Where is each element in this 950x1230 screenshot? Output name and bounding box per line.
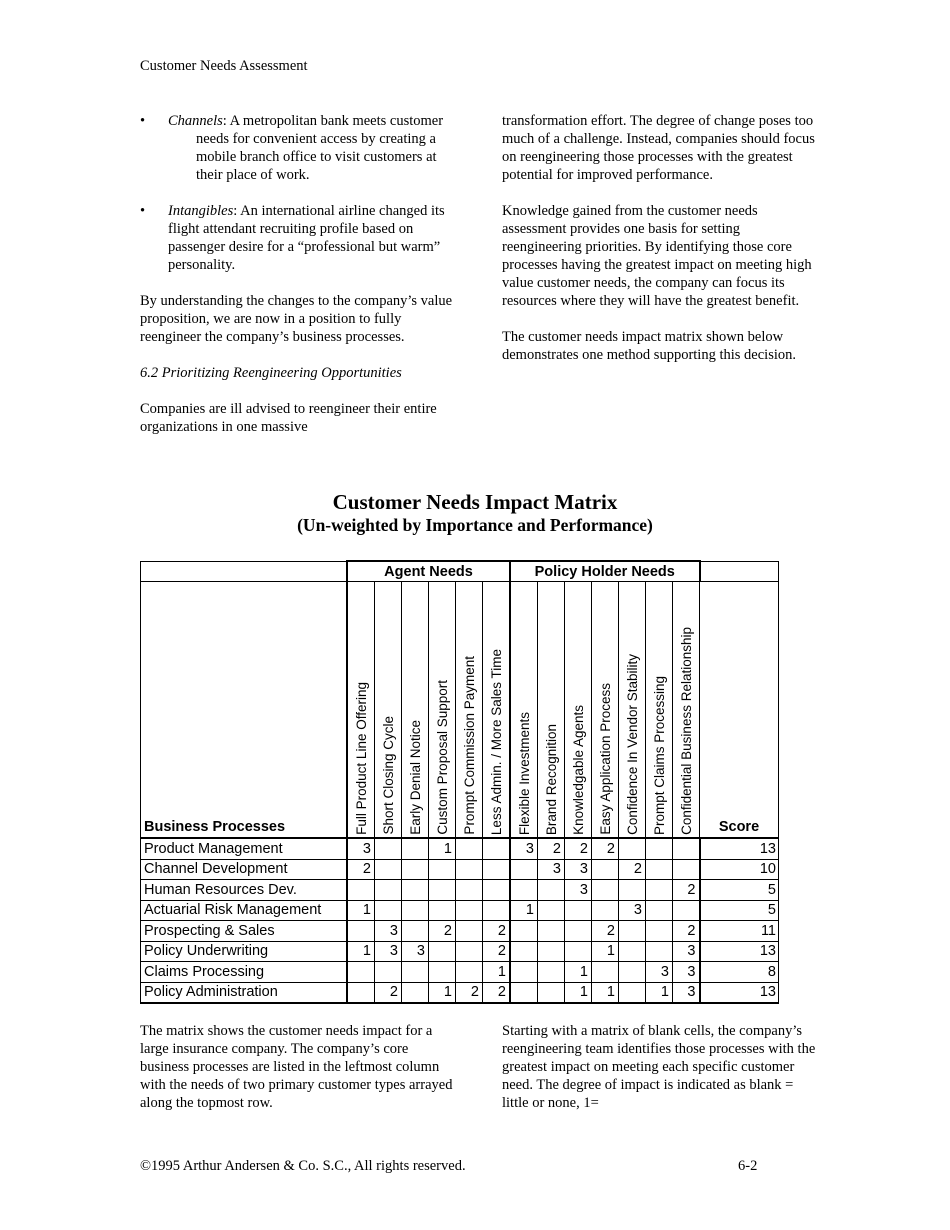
- need-header: [402, 582, 429, 839]
- impact-cell: [538, 880, 565, 901]
- impact-cell: [402, 880, 429, 901]
- need-header: [510, 582, 538, 839]
- impact-cell: [375, 838, 402, 859]
- score-header: Score: [700, 582, 779, 839]
- score-cell: 5: [700, 880, 779, 901]
- impact-cell: [619, 921, 646, 942]
- paragraph: The customer needs impact matrix shown below demonstrates one method supporting this decision.: [502, 329, 796, 363]
- footer-copyright: ©1995 Arthur Andersen & Co. S.C., All rights reserved.: [140, 1158, 466, 1174]
- bullet-body: : A metropolitan bank meets customer needs for convenient access by creating a mobile branch office to visit customers at their place of work.: [196, 113, 444, 183]
- matrix-group-row: [141, 561, 779, 582]
- matrix-title: Customer Needs Impact Matrix: [332, 490, 618, 514]
- impact-cell: [483, 900, 511, 921]
- left-column: [140, 112, 460, 454]
- impact-matrix: [140, 560, 779, 1004]
- impact-cell: [646, 859, 673, 880]
- group-header-policy: Policy Holder Needs: [510, 561, 700, 582]
- paragraph: Starting with a matrix of blank cells, the company’s reengineering team identifies those processes with the greatest impact on meeting each specific customer need. The degree of impact is indicated as blank = little or none, 1=: [502, 1023, 816, 1111]
- impact-cell: 3: [646, 962, 673, 983]
- matrix-subtitle: (Un-weighted by Importance and Performance): [297, 515, 653, 535]
- section-heading: 6.2 Prioritizing Reengineering Opportunities: [140, 365, 402, 381]
- need-header: [646, 582, 673, 839]
- impact-cell: [483, 859, 511, 880]
- bottom-left-column: [140, 1022, 460, 1130]
- impact-cell: 3: [538, 859, 565, 880]
- impact-cell: 3: [565, 880, 592, 901]
- impact-cell: [592, 859, 619, 880]
- impact-cell: [456, 880, 483, 901]
- impact-cell: 2: [375, 982, 402, 1003]
- paragraph: Companies are ill advised to reengineer their entire organizations in one massive: [140, 401, 437, 435]
- score-cell: 11: [700, 921, 779, 942]
- page-header: Customer Needs Assessment: [140, 58, 308, 74]
- process-name: Claims Processing: [141, 962, 348, 983]
- impact-cell: [673, 838, 700, 859]
- impact-cell: 3: [347, 838, 375, 859]
- score-cell: 10: [700, 859, 779, 880]
- need-header: [483, 582, 511, 839]
- impact-cell: 2: [483, 982, 511, 1003]
- impact-cell: 2: [592, 921, 619, 942]
- process-name: Prospecting & Sales: [141, 921, 348, 942]
- impact-cell: 2: [619, 859, 646, 880]
- impact-cell: [510, 880, 538, 901]
- impact-cell: 2: [673, 880, 700, 901]
- table-row: [141, 941, 779, 962]
- process-name: Product Management: [141, 838, 348, 859]
- impact-cell: [646, 921, 673, 942]
- matrix-header-row: [141, 582, 779, 839]
- need-label: Short Closing Cycle: [380, 716, 396, 835]
- process-name: Actuarial Risk Management: [141, 900, 348, 921]
- impact-cell: [565, 921, 592, 942]
- bullet-term: Channels: [168, 113, 223, 129]
- impact-cell: [456, 838, 483, 859]
- impact-cell: 3: [673, 962, 700, 983]
- impact-cell: [429, 962, 456, 983]
- impact-cell: [510, 962, 538, 983]
- bullet-text: [168, 112, 460, 184]
- paragraph: transformation effort. The degree of change poses too much of a challenge. Instead, companies should focus on reengineering those processes with the greatest potential for improved performance.: [502, 113, 815, 183]
- impact-cell: [483, 880, 511, 901]
- need-label: Knowledgable Agents: [570, 705, 586, 835]
- impact-cell: 3: [619, 900, 646, 921]
- impact-cell: [619, 962, 646, 983]
- impact-cell: 2: [483, 941, 511, 962]
- impact-cell: 1: [429, 982, 456, 1003]
- impact-cell: 3: [565, 859, 592, 880]
- table-row: [141, 838, 779, 859]
- impact-cell: 3: [673, 982, 700, 1003]
- need-label: Prompt Claims Processing: [651, 675, 667, 835]
- impact-cell: [565, 941, 592, 962]
- bullet-item: [140, 112, 460, 184]
- score-cell: 5: [700, 900, 779, 921]
- group-header-agent: Agent Needs: [347, 561, 510, 582]
- impact-cell: [538, 941, 565, 962]
- impact-cell: 1: [592, 982, 619, 1003]
- bullet-body: : An international airline changed its flight attendant recruiting profile based on passenger desire for a “professional but warm” personality.: [168, 203, 445, 273]
- table-row: [141, 921, 779, 942]
- impact-cell: [510, 859, 538, 880]
- impact-cell: 2: [347, 859, 375, 880]
- need-label: Early Denial Notice: [407, 720, 423, 835]
- impact-cell: 3: [375, 921, 402, 942]
- paragraph: The matrix shows the customer needs impact for a large insurance company. The company’s core business processes are listed in the leftmost column with the needs of two primary customer types arrayed along the topmost row.: [140, 1023, 453, 1111]
- impact-cell: 2: [565, 838, 592, 859]
- impact-cell: [347, 921, 375, 942]
- impact-cell: 1: [347, 941, 375, 962]
- impact-cell: [619, 982, 646, 1003]
- impact-cell: [402, 838, 429, 859]
- impact-cell: [646, 838, 673, 859]
- impact-cell: [375, 962, 402, 983]
- score-cell: 13: [700, 941, 779, 962]
- impact-cell: [402, 982, 429, 1003]
- need-header: [592, 582, 619, 839]
- impact-cell: [538, 982, 565, 1003]
- impact-cell: 1: [429, 838, 456, 859]
- impact-cell: [510, 982, 538, 1003]
- need-label: Confidence In Vendor Stability: [624, 654, 640, 835]
- impact-cell: [538, 900, 565, 921]
- impact-cell: [429, 880, 456, 901]
- impact-cell: [619, 838, 646, 859]
- process-name: Human Resources Dev.: [141, 880, 348, 901]
- impact-cell: [456, 921, 483, 942]
- impact-cell: [456, 941, 483, 962]
- impact-cell: [375, 900, 402, 921]
- process-name: Channel Development: [141, 859, 348, 880]
- impact-cell: 2: [538, 838, 565, 859]
- impact-cell: 2: [429, 921, 456, 942]
- impact-cell: [429, 900, 456, 921]
- score-cell: 13: [700, 838, 779, 859]
- impact-cell: [673, 859, 700, 880]
- impact-cell: [510, 921, 538, 942]
- impact-cell: [673, 900, 700, 921]
- impact-cell: [483, 838, 511, 859]
- need-label: Confidential Business Relationship: [678, 627, 694, 835]
- impact-cell: [538, 962, 565, 983]
- impact-cell: [429, 941, 456, 962]
- impact-cell: [456, 859, 483, 880]
- impact-cell: [646, 900, 673, 921]
- table-row: [141, 982, 779, 1003]
- impact-cell: 1: [565, 982, 592, 1003]
- need-label: Full Product Line Offering: [353, 682, 369, 835]
- paragraph: By understanding the changes to the company’s value proposition, we are now in a position to fully reengineer the company’s business processes.: [140, 293, 453, 345]
- bullet-icon: •: [140, 113, 146, 129]
- need-header: [347, 582, 375, 839]
- need-label: Prompt Commission Payment: [461, 656, 477, 835]
- bullet-icon: •: [140, 203, 146, 219]
- impact-cell: [646, 941, 673, 962]
- process-name: Policy Administration: [141, 982, 348, 1003]
- impact-cell: 2: [483, 921, 511, 942]
- impact-cell: [402, 962, 429, 983]
- impact-cell: [347, 880, 375, 901]
- footer-page-number: 6-2: [738, 1158, 758, 1174]
- matrix-corner-cell: [141, 561, 348, 582]
- impact-cell: [402, 859, 429, 880]
- impact-cell: [510, 941, 538, 962]
- process-name: Policy Underwriting: [141, 941, 348, 962]
- need-label: Easy Application Process: [597, 683, 613, 835]
- need-header: [456, 582, 483, 839]
- impact-cell: [619, 880, 646, 901]
- impact-cell: 1: [347, 900, 375, 921]
- impact-cell: 2: [456, 982, 483, 1003]
- need-header: [429, 582, 456, 839]
- impact-cell: [375, 880, 402, 901]
- bullet-text: [168, 203, 445, 273]
- need-label: Brand Recognition: [543, 723, 559, 835]
- impact-cell: [646, 880, 673, 901]
- impact-cell: 1: [565, 962, 592, 983]
- row-header-label: Business Processes: [141, 582, 348, 839]
- impact-cell: 1: [483, 962, 511, 983]
- impact-cell: 3: [375, 941, 402, 962]
- impact-cell: 2: [673, 921, 700, 942]
- need-header: [538, 582, 565, 839]
- bullet-term: Intangibles: [168, 203, 234, 219]
- impact-cell: [347, 962, 375, 983]
- bullet-item: [140, 202, 460, 274]
- need-header: [619, 582, 646, 839]
- impact-cell: [375, 859, 402, 880]
- impact-cell: [429, 859, 456, 880]
- impact-cell: [619, 941, 646, 962]
- paragraph: Knowledge gained from the customer needs assessment provides one basis for setting reengineering priorities. By identifying those core processes having the greatest impact on meeting high value customer needs, the company can focus its resources where they will have the greatest benefit.: [502, 203, 812, 309]
- impact-cell: 3: [673, 941, 700, 962]
- impact-cell: [565, 900, 592, 921]
- impact-cell: 1: [592, 941, 619, 962]
- need-label: Flexible Investments: [516, 711, 532, 835]
- impact-cell: [592, 880, 619, 901]
- table-row: [141, 859, 779, 880]
- need-header: [673, 582, 700, 839]
- score-cell: 13: [700, 982, 779, 1003]
- impact-cell: [456, 962, 483, 983]
- impact-cell: [456, 900, 483, 921]
- impact-cell: [592, 962, 619, 983]
- impact-cell: [402, 921, 429, 942]
- need-header: [565, 582, 592, 839]
- right-column: [502, 112, 822, 382]
- score-corner-cell: [700, 561, 779, 582]
- impact-cell: 3: [510, 838, 538, 859]
- need-label: Less Admin. / More Sales Time: [488, 648, 504, 835]
- impact-cell: [402, 900, 429, 921]
- impact-cell: 3: [402, 941, 429, 962]
- table-row: [141, 900, 779, 921]
- impact-cell: 1: [510, 900, 538, 921]
- table-row: [141, 962, 779, 983]
- impact-cell: [347, 982, 375, 1003]
- need-label: Custom Proposal Support: [434, 680, 450, 835]
- impact-cell: [538, 921, 565, 942]
- impact-cell: 2: [592, 838, 619, 859]
- bottom-right-column: [502, 1022, 822, 1130]
- need-header: [375, 582, 402, 839]
- score-cell: 8: [700, 962, 779, 983]
- impact-cell: [592, 900, 619, 921]
- impact-cell: 1: [646, 982, 673, 1003]
- table-row: [141, 880, 779, 901]
